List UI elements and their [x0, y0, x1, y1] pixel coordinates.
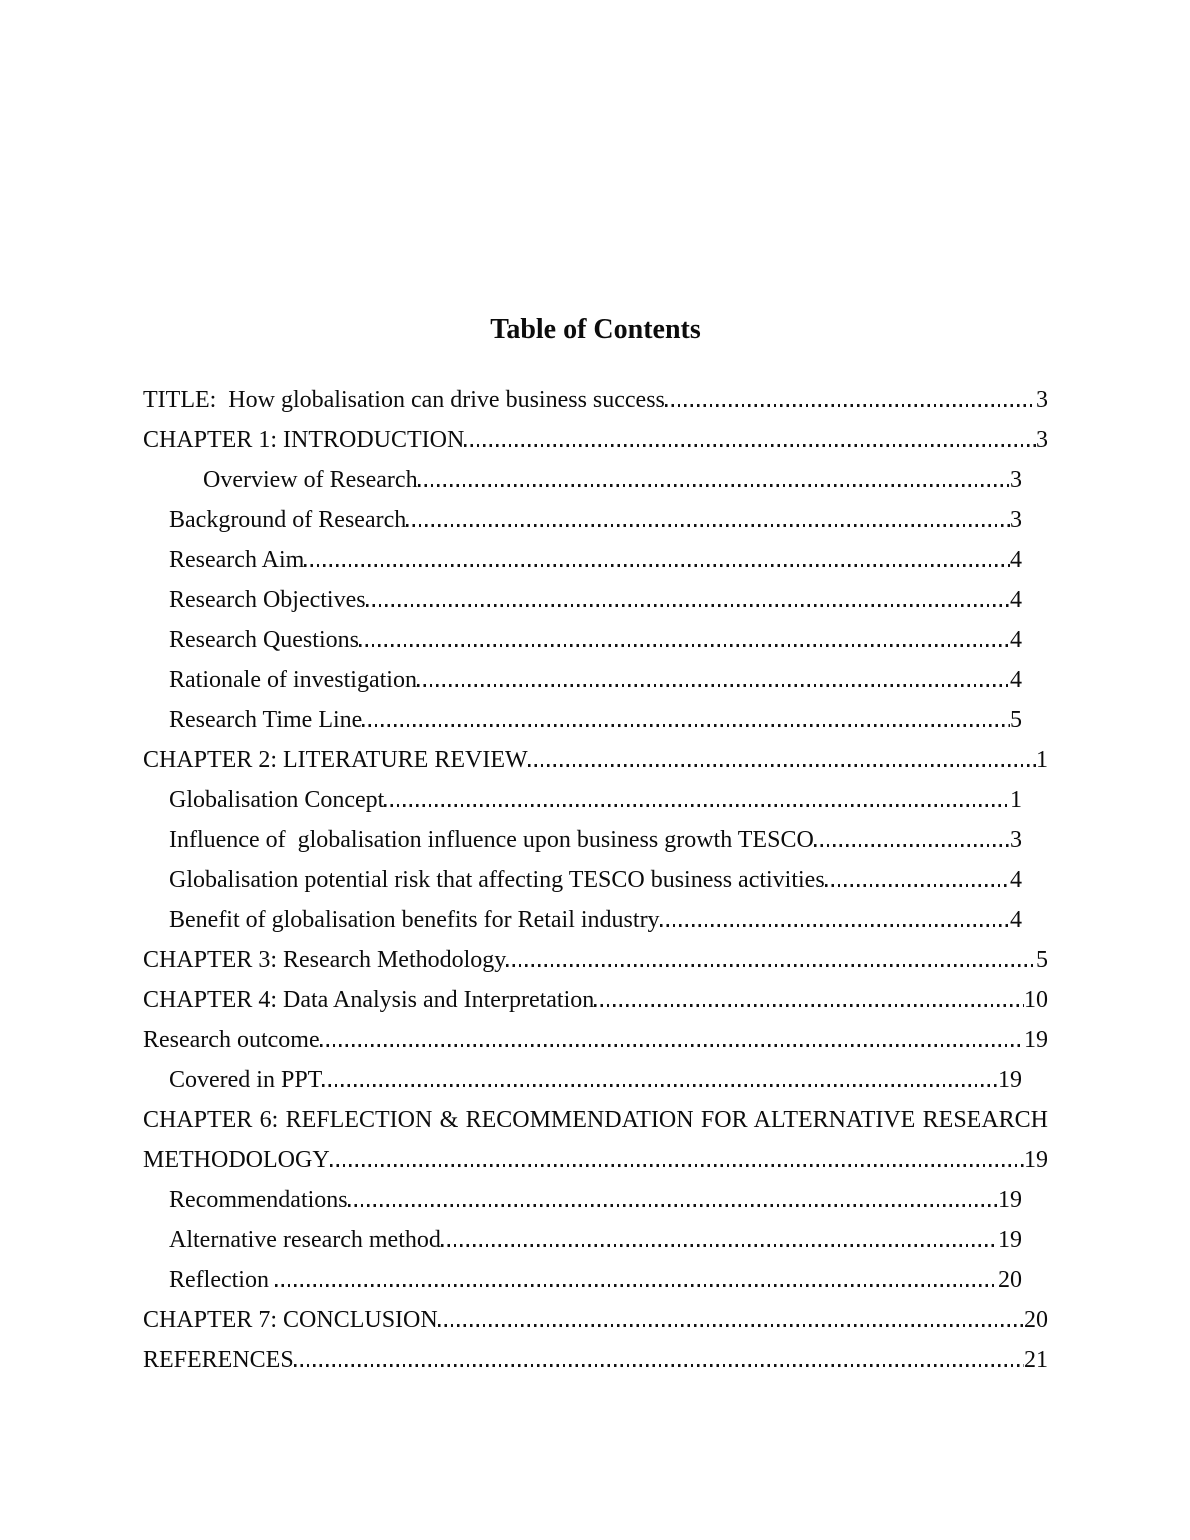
toc-entry[interactable]: [143, 1340, 1048, 1380]
toc-entry[interactable]: [143, 620, 1048, 660]
toc-page-number: 10: [1024, 987, 1048, 1013]
toc-entry[interactable]: [143, 1220, 1048, 1260]
dot-leader: [506, 964, 1036, 967]
toc-entry-text: CHAPTER 2: LITERATURE REVIEW: [143, 747, 528, 773]
toc-entry-text: CHAPTER 4: Data Analysis and Interpretation: [143, 987, 595, 1013]
toc-page-number: 4: [1010, 667, 1022, 693]
toc-entry-text: Research Time Line: [169, 707, 363, 733]
toc-entry-text: Benefit of globalisation benefits for Retail industry: [169, 907, 660, 933]
toc-entry[interactable]: [143, 460, 1048, 500]
toc-page-number: 1: [1036, 747, 1048, 773]
dot-leader: [362, 724, 1010, 727]
toc-entry-text: METHODOLOGY: [143, 1147, 330, 1173]
dot-leader: [304, 564, 1010, 567]
dot-leader: [594, 1004, 1024, 1007]
toc-entry[interactable]: [143, 1020, 1048, 1060]
toc-entry[interactable]: [143, 980, 1048, 1020]
toc-entry-text: CHAPTER 6: REFLECTION & RECOMMENDATION FOR ALTERNATIVE RESEARCH: [143, 1107, 1048, 1133]
dot-leader: [464, 444, 1036, 447]
toc-page-number: 1: [1010, 787, 1022, 813]
toc-entry[interactable]: [143, 900, 1048, 940]
dot-leader: [384, 804, 1010, 807]
dot-leader: [348, 1204, 998, 1207]
toc-entry[interactable]: [143, 740, 1048, 780]
toc-entry-text: Alternative research method: [169, 1227, 441, 1253]
dot-leader: [406, 524, 1010, 527]
toc-page-number: 3: [1010, 507, 1022, 533]
toc-entry[interactable]: [143, 700, 1048, 740]
toc-entry[interactable]: [143, 1260, 1048, 1300]
toc-entry-text: Globalisation potential risk that affecting TESCO business activities: [169, 867, 825, 893]
toc-entry-text: REFERENCES: [143, 1347, 294, 1373]
toc-page-number: 3: [1036, 427, 1048, 453]
toc-page-number: 3: [1010, 827, 1022, 853]
dot-leader: [441, 1244, 998, 1247]
toc-page-number: 4: [1010, 627, 1022, 653]
toc-page-number: 4: [1010, 587, 1022, 613]
toc-entry-text: CHAPTER 7: CONCLUSION: [143, 1307, 438, 1333]
toc-entry-text: CHAPTER 1: INTRODUCTION: [143, 427, 465, 453]
toc-entry-text: TITLE: How globalisation can drive business success: [143, 387, 665, 413]
dot-leader: [660, 924, 1010, 927]
toc-entry-text: Influence of globalisation influence upon business growth TESCO: [169, 827, 814, 853]
toc-entry[interactable]: [143, 1100, 1048, 1140]
dot-leader: [665, 404, 1036, 407]
toc-entry-text: Recommendations: [169, 1187, 348, 1213]
toc-heading: Table of Contents: [490, 314, 701, 345]
toc-entry[interactable]: [143, 1300, 1048, 1340]
toc-page-number: 5: [1036, 947, 1048, 973]
dot-leader: [322, 1084, 998, 1087]
toc-entry[interactable]: [143, 540, 1048, 580]
dot-leader: [320, 1044, 1024, 1047]
dot-leader: [359, 644, 1010, 647]
toc-entry-text: Globalisation Concept: [169, 787, 385, 813]
toc-entry-text: Research Questions: [169, 627, 359, 653]
toc-entry-text: Research Aim: [169, 547, 305, 573]
toc-entry-text: CHAPTER 3: Research Methodology: [143, 947, 507, 973]
toc-page-number: 4: [1010, 907, 1022, 933]
toc-entry[interactable]: [143, 820, 1048, 860]
toc-entry[interactable]: [143, 500, 1048, 540]
dot-leader: [275, 1284, 998, 1287]
toc-entry[interactable]: [143, 940, 1048, 980]
toc-page-number: 5: [1010, 707, 1022, 733]
toc-entry[interactable]: [143, 380, 1048, 420]
toc-entry[interactable]: [143, 580, 1048, 620]
toc-page-number: 19: [998, 1187, 1022, 1213]
toc-page-number: 20: [1024, 1307, 1048, 1333]
toc-entry-text: Research Objectives: [169, 587, 366, 613]
toc-entry[interactable]: [143, 1060, 1048, 1100]
toc-page-number: 3: [1010, 467, 1022, 493]
toc-page-number: 19: [998, 1227, 1022, 1253]
dot-leader: [825, 884, 1010, 887]
toc-entry[interactable]: [143, 860, 1048, 900]
toc-entry-text: Reflection: [169, 1267, 275, 1293]
toc-entry-text: Research outcome: [143, 1027, 320, 1053]
toc-entry-text: Rationale of investigation: [169, 667, 417, 693]
dot-leader: [366, 604, 1010, 607]
dot-leader: [814, 844, 1010, 847]
dot-leader: [417, 684, 1010, 687]
toc-entry-text: Background of Research: [169, 507, 407, 533]
toc-page-number: 4: [1010, 867, 1022, 893]
toc-page-number: 19: [1024, 1027, 1048, 1053]
toc-entry[interactable]: [143, 780, 1048, 820]
dot-leader: [330, 1164, 1024, 1167]
toc-page-number: 20: [998, 1267, 1022, 1293]
dot-leader: [294, 1364, 1024, 1367]
dot-leader: [418, 484, 1010, 487]
toc-page-number: 4: [1010, 547, 1022, 573]
toc-page-number: 19: [998, 1067, 1022, 1093]
toc-entry-text: Covered in PPT: [169, 1067, 323, 1093]
toc-entry[interactable]: [143, 1180, 1048, 1220]
toc-entry[interactable]: [143, 420, 1048, 460]
toc-page-number: 3: [1036, 387, 1048, 413]
toc-entry[interactable]: [143, 660, 1048, 700]
dot-leader: [438, 1324, 1024, 1327]
dot-leader: [528, 764, 1036, 767]
toc-page-number: 21: [1024, 1347, 1048, 1373]
toc-entry[interactable]: [143, 1140, 1048, 1180]
toc-page-number: 19: [1024, 1147, 1048, 1173]
toc-entry-text: Overview of Research: [203, 467, 418, 493]
